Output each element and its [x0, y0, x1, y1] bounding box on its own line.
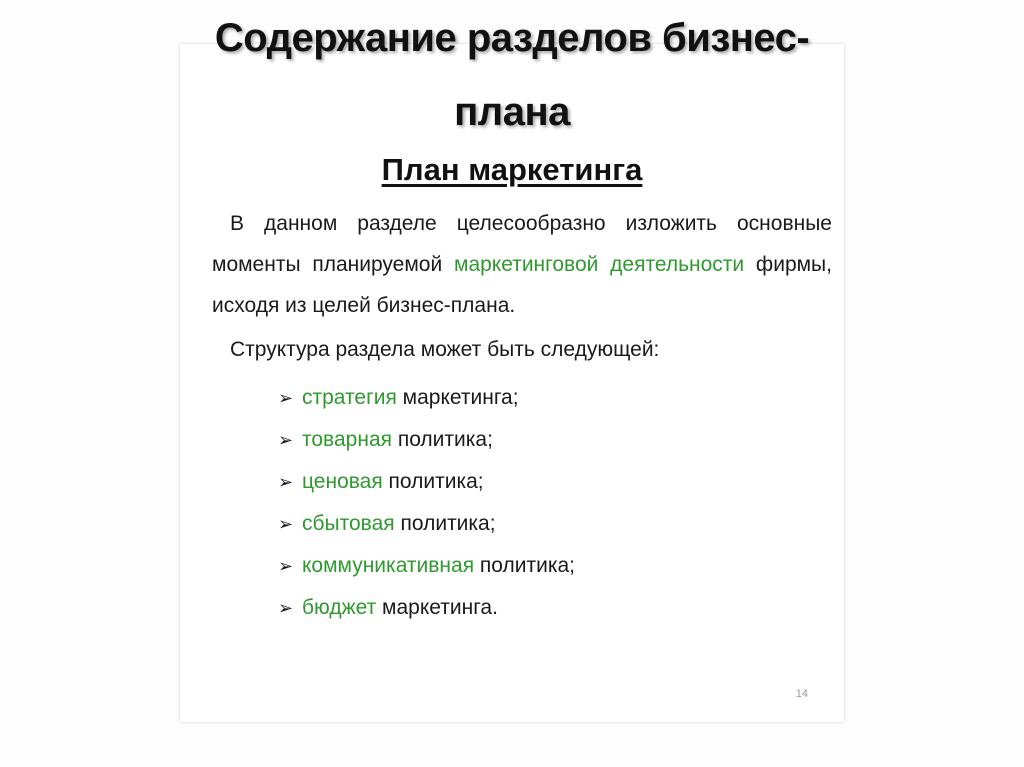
arrow-bullet-icon: ➢ [278, 430, 294, 450]
intro-paragraph [212, 203, 832, 326]
list-item-text: политика; [382, 470, 484, 493]
list-item [278, 461, 575, 503]
list-item-text: политика; [474, 554, 575, 577]
section-subtitle: План маркетинга [381, 152, 643, 187]
intro-text-part-1: В данном разделе целесообразно изложить основные моменты планируемой [212, 212, 832, 276]
arrow-bullet-icon: ➢ [278, 472, 294, 492]
list-item [278, 377, 575, 419]
arrow-bullet-icon: ➢ [278, 388, 294, 408]
arrow-bullet-icon: ➢ [278, 598, 294, 618]
arrow-bullet-icon: ➢ [278, 556, 294, 576]
list-item-text: маркетинга. [376, 596, 498, 619]
list-item-text: политика; [394, 512, 496, 535]
list-item-highlight: ценовая [302, 470, 383, 493]
list-item [278, 587, 575, 629]
list-item [278, 503, 575, 545]
list-item [278, 545, 575, 587]
list-item-highlight: бюджет [302, 596, 377, 619]
list-item-text: маркетинга; [396, 386, 519, 409]
structure-paragraph: Структура раздела может быть следующей: [230, 338, 660, 361]
list-item-highlight: товарная [302, 428, 392, 451]
slide-title-line-1: Содержание разделов бизнес- [214, 16, 810, 60]
arrow-bullet-icon: ➢ [278, 514, 294, 534]
list-item-highlight: сбытовая [302, 512, 395, 535]
structure-list [278, 377, 575, 629]
page-number: 14 [795, 688, 808, 700]
intro-text-part-2: фирмы, исходя из целей бизнес-плана. [212, 253, 832, 317]
slide [180, 16, 844, 722]
list-item-text: политика; [392, 428, 493, 451]
intro-highlight: маркетинговой деятельности [454, 253, 745, 276]
list-item [278, 419, 575, 461]
list-item-highlight: коммуникативная [302, 554, 475, 577]
slide-title-line-2: плана [454, 90, 570, 134]
list-item-highlight: стратегия [302, 386, 397, 409]
